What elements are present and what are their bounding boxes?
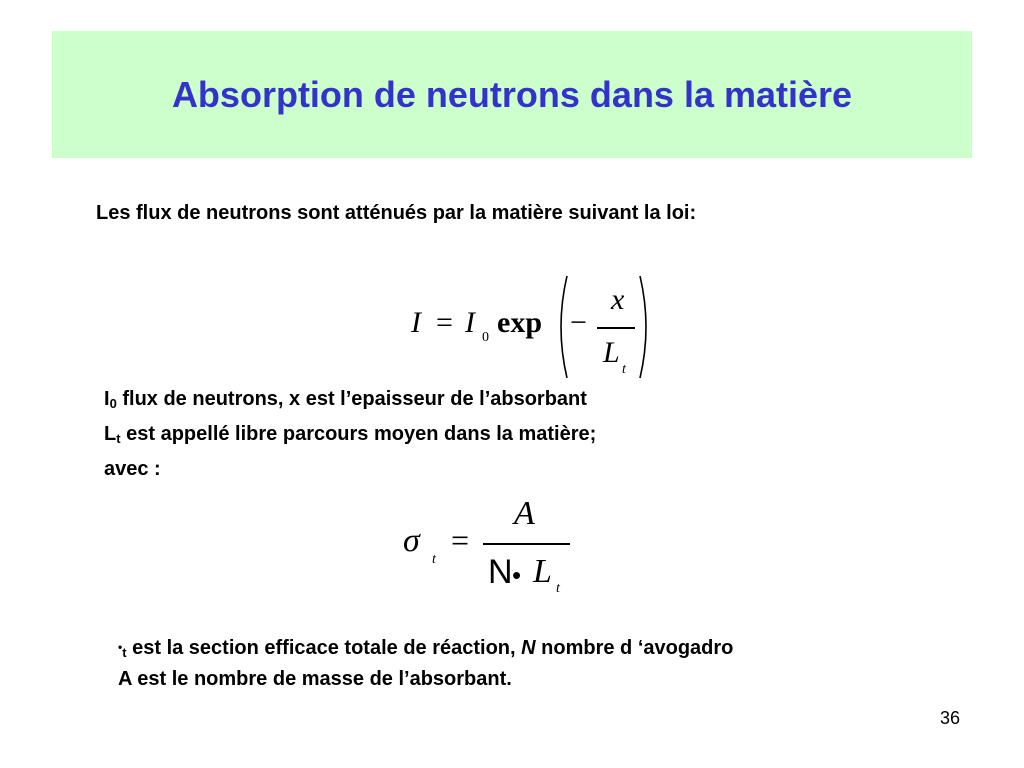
formula2-sigma-subscript: t [432, 552, 436, 567]
slide-title: Absorption de neutrons dans la matière [171, 73, 853, 115]
formula1-denominator: L [603, 336, 620, 369]
formula1-lhs: I [411, 306, 421, 339]
sigma-definition: $•_t$ est la section efficace totale de réaction, N nombre d ‘avogadro [118, 637, 734, 660]
formula2-fraction-bar [483, 543, 570, 545]
definition-i0: $I_0$ flux de neutrons, x est l’epaisseur de l’absorbant [104, 388, 587, 411]
avec-label: avec : [104, 458, 161, 480]
formula2-den-n: N [488, 553, 513, 591]
formula2-den-dot: • [512, 560, 522, 590]
page-number: 36 [940, 708, 961, 728]
formula1-minus: − [570, 306, 587, 339]
formula1-numerator: x [611, 283, 625, 316]
formula1-i0-symbol: I [465, 306, 475, 339]
formula1-i0-subscript: 0 [482, 330, 489, 345]
title-banner [52, 31, 972, 158]
definition-lt: $L_t$ est appellé libre parcours moyen dans la matière; [104, 423, 597, 446]
right-paren-icon [638, 274, 654, 380]
left-paren-icon [553, 274, 569, 380]
formula1-fraction-bar [597, 327, 635, 329]
bullet-icon: • [118, 640, 123, 654]
formula2-sigma: σ [403, 522, 420, 559]
formula2-den-l-subscript: t [556, 581, 560, 596]
intro-text: Les flux de neutrons sont atténués par la matière suivant la loi: [96, 202, 697, 224]
formula1-denominator-subscript: t [622, 362, 626, 377]
formula1-exp: exp [497, 306, 542, 339]
a-definition: A est le nombre de masse de l’absorbant. [118, 668, 512, 690]
formula2-numerator: A [514, 495, 535, 532]
formula2-equals: = [451, 522, 470, 558]
formula2-den-l: L [533, 553, 552, 590]
formula1-equals: = [436, 306, 453, 339]
